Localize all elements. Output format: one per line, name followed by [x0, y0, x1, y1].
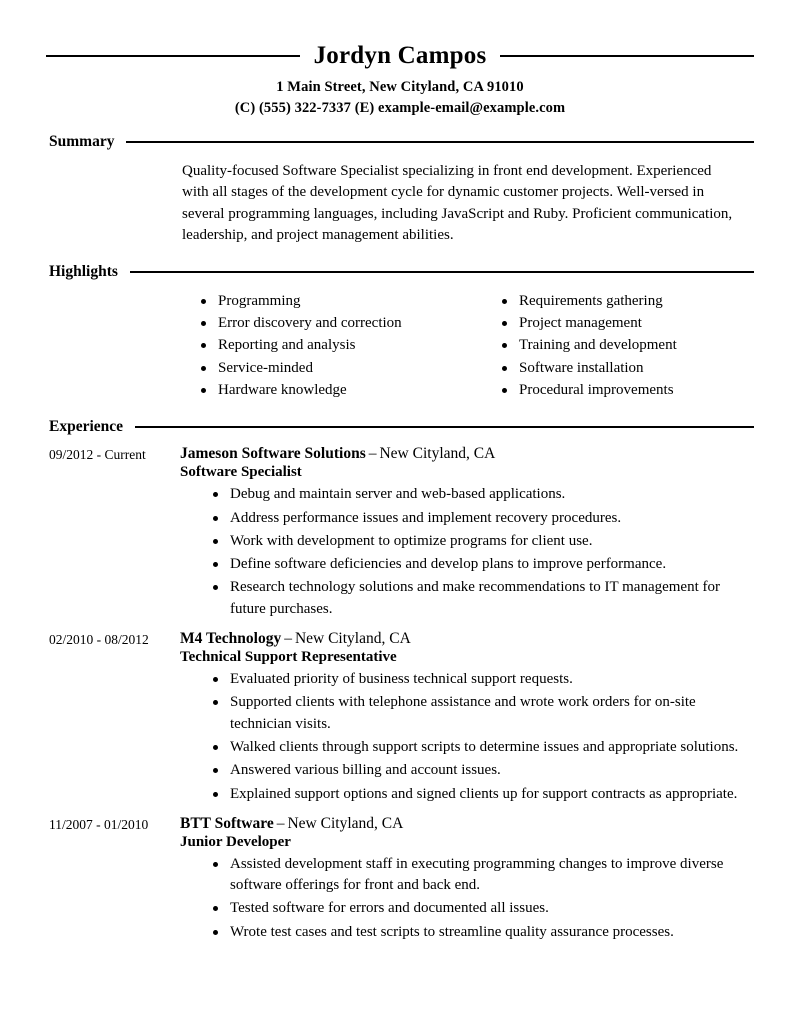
list-item: Service-minded — [196, 358, 453, 379]
experience-bullets — [208, 484, 754, 620]
list-item: Training and development — [497, 335, 754, 356]
list-item: Software installation — [497, 358, 754, 379]
list-item: Walked clients through support scripts to determine issues and appropriate solutions. — [208, 737, 754, 758]
candidate-contact: (C) (555) 322-7337 (E) example-email@example.com — [234, 100, 566, 116]
experience-details — [174, 815, 754, 945]
experience-company: BTT Software — [180, 814, 274, 832]
section-header-highlights — [46, 263, 754, 281]
list-item: Define software deficiencies and develop plans to improve performance. — [208, 554, 754, 575]
experience-company: M4 Technology — [180, 630, 282, 648]
experience-company-line — [180, 445, 754, 463]
experience-entry — [46, 630, 754, 807]
experience-dash: – — [368, 445, 377, 463]
list-item: Debug and maintain server and web-based applications. — [208, 484, 754, 505]
section-header-summary — [46, 133, 754, 151]
experience-dates: 09/2012 - Current — [49, 447, 146, 463]
experience-dash: – — [284, 630, 292, 648]
section-rule-highlights — [130, 271, 754, 273]
list-item: Evaluated priority of business technical support requests. — [208, 669, 754, 690]
list-item: Explained support options and signed clients up for support contracts as appropriate. — [208, 784, 754, 805]
experience-role: Junior Developer — [180, 833, 291, 850]
highlights-column-left — [196, 291, 453, 402]
highlights-list-left — [196, 291, 453, 401]
experience-location: New Cityland, CA — [287, 814, 404, 832]
section-title-summary: Summary — [49, 133, 115, 150]
experience-company-line — [180, 815, 754, 833]
experience-location: New Cityland, CA — [294, 630, 411, 648]
experience-company-line — [180, 630, 754, 648]
list-item: Programming — [196, 291, 453, 312]
list-item: Supported clients with telephone assistance and wrote work orders for on-site technician visits. — [208, 692, 754, 735]
experience-bullets — [208, 669, 754, 805]
header-rule-right — [500, 55, 754, 57]
candidate-name: Jordyn Campos — [313, 42, 487, 69]
experience-dates: 02/2010 - 08/2012 — [49, 632, 149, 648]
experience-dates: 11/2007 - 01/2010 — [49, 816, 149, 832]
experience-role: Software Specialist — [180, 464, 302, 481]
list-item: Requirements gathering — [497, 291, 754, 312]
list-item: Assisted development staff in executing programming changes to improve diverse software offerings for front and back end. — [208, 854, 754, 897]
experience-location: New Cityland, CA — [379, 445, 496, 463]
list-item: Work with development to optimize programs for client use. — [208, 531, 754, 552]
highlights-column-right — [497, 291, 754, 402]
list-item: Wrote test cases and test scripts to streamline quality assurance processes. — [208, 922, 754, 943]
experience-details — [174, 445, 754, 622]
section-rule-experience — [135, 426, 754, 428]
experience-bullets — [208, 854, 754, 943]
list-item: Research technology solutions and make recommendations to IT management for future purchases. — [208, 577, 754, 620]
experience-company: Jameson Software Solutions — [180, 445, 366, 463]
list-item: Hardware knowledge — [196, 380, 453, 401]
section-rule-summary — [126, 141, 754, 143]
section-title-experience: Experience — [49, 418, 124, 436]
list-item: Project management — [497, 313, 754, 334]
highlights-columns — [196, 291, 754, 402]
list-item: Tested software for errors and documented all issues. — [208, 898, 754, 919]
experience-entry — [46, 815, 754, 945]
resume-header — [46, 42, 754, 70]
list-item: Error discovery and correction — [196, 313, 453, 334]
section-title-highlights: Highlights — [49, 262, 118, 280]
candidate-address: 1 Main Street, New Cityland, CA 91010 — [276, 79, 524, 95]
list-item: Procedural improvements — [497, 380, 754, 401]
header-rule-left — [46, 55, 300, 57]
list-item: Address performance issues and implement recovery procedures. — [208, 508, 754, 529]
experience-details — [174, 630, 754, 807]
list-item: Reporting and analysis — [196, 335, 453, 356]
experience-entry — [46, 445, 754, 622]
summary-text: Quality-focused Software Specialist specializing in front end development. Experienced with all stages of the development cycle for dynamic customer projects. Well-versed in several programming languages, including JavaScript and Ruby. Proficient communication, leadership, and project management abilities. — [182, 163, 733, 244]
experience-dash: – — [276, 814, 285, 832]
section-header-experience — [46, 418, 754, 436]
highlights-list-right — [497, 291, 754, 401]
list-item: Answered various billing and account issues. — [208, 760, 754, 781]
experience-role: Technical Support Representative — [180, 649, 397, 666]
